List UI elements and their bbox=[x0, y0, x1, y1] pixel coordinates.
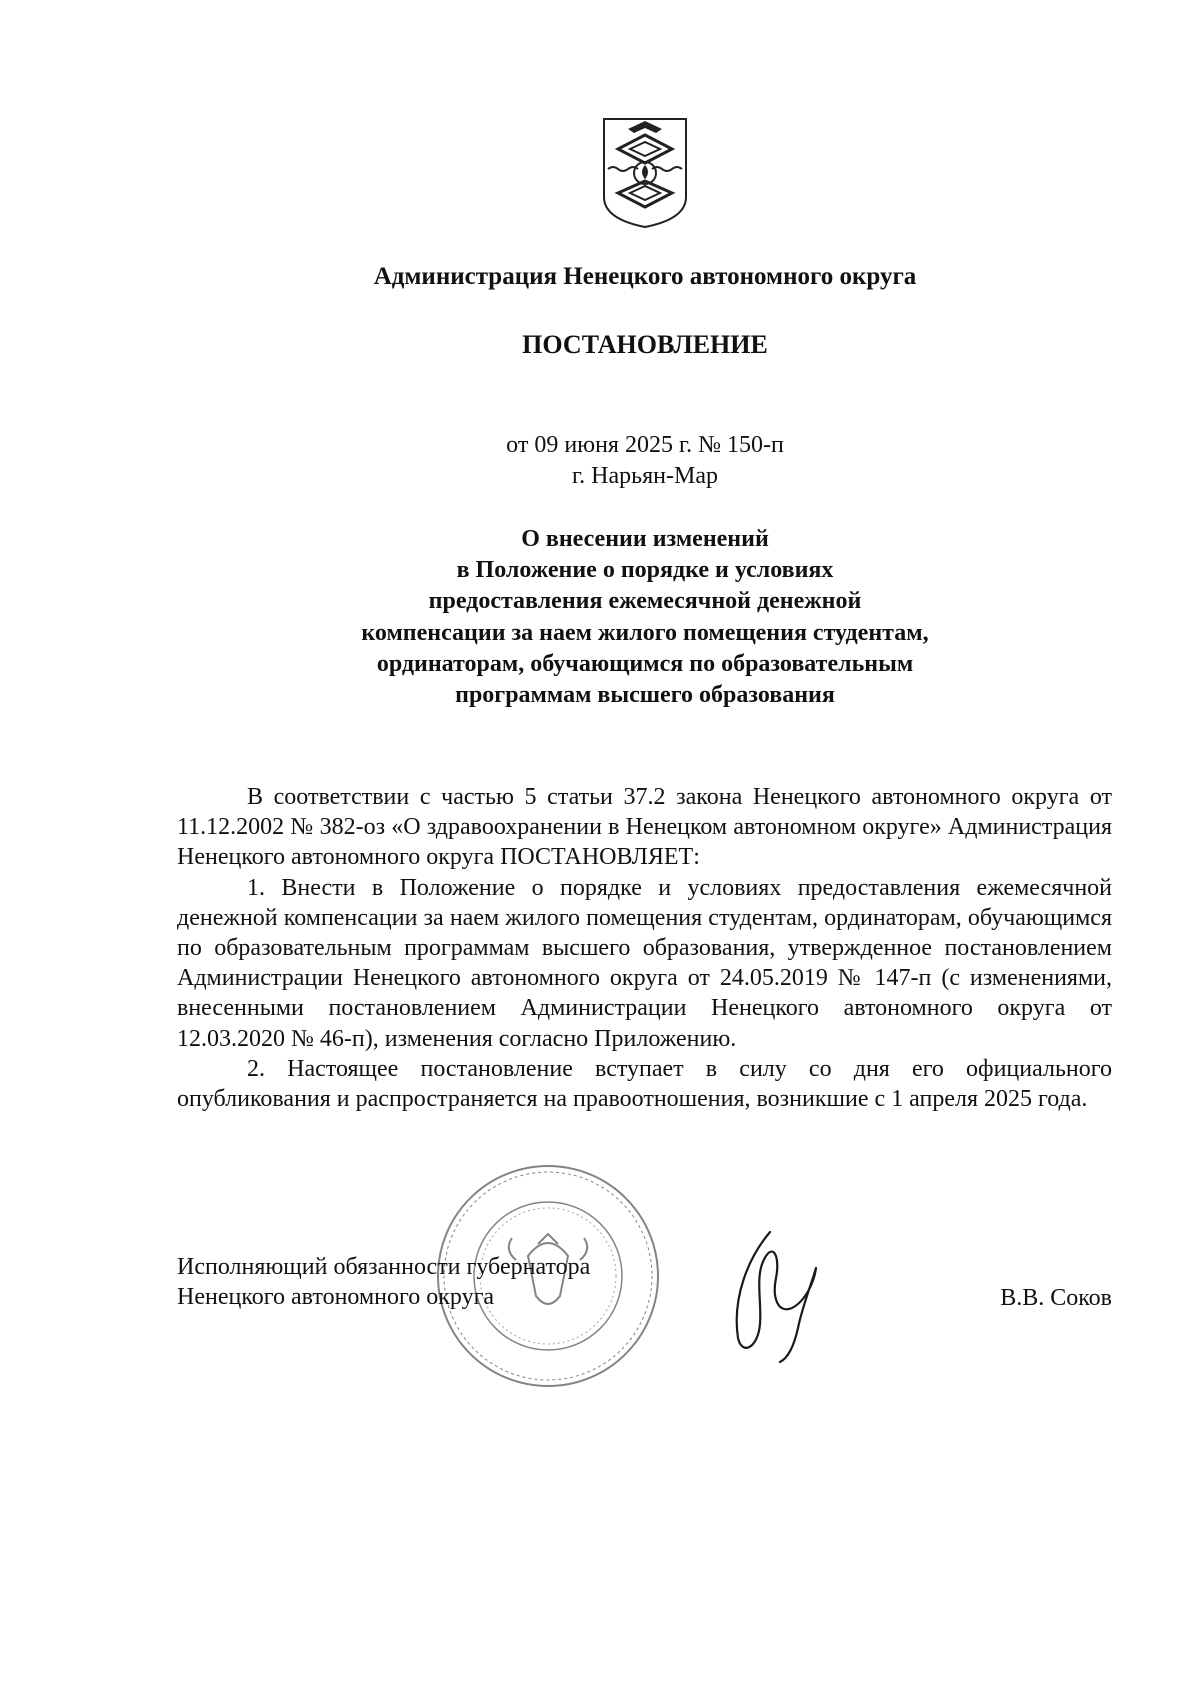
handwritten-signature-icon bbox=[718, 1228, 826, 1364]
title-line: предоставления ежемесячной денежной bbox=[428, 588, 862, 615]
signature-block bbox=[177, 1252, 590, 1312]
signer-name: В.В. Соков bbox=[1000, 1285, 1112, 1311]
title-line: компенсации за наем жилого помещения студентам, bbox=[361, 619, 929, 646]
document-title bbox=[0, 524, 1200, 711]
coat-of-arms-icon bbox=[600, 115, 690, 231]
item-1-paragraph: 1. Внести в Положение о порядке и условиях предоставления ежемесячной денежной компенсации за наем жилого помещения студентам, ординаторам, обучающимся по образовательным программам высшего образования, утвержденное постановлением Администрации Ненецкого автономного округа от 24.05.2019 № 147-п (с изменениями, внесенными постановлением Администрации Ненецкого автономного округа от 12.03.2020 № 46-п), изменения согласно Приложению. bbox=[177, 874, 1112, 1052]
document-type: ПОСТАНОВЛЕНИЕ bbox=[522, 330, 768, 359]
document-body bbox=[177, 782, 1112, 1114]
title-line: в Положение о порядке и условиях bbox=[456, 557, 834, 584]
organization-name: Администрация Ненецкого автономного округа bbox=[373, 263, 917, 290]
signer-position-line-2: Ненецкого автономного округа bbox=[177, 1284, 495, 1310]
preamble-paragraph: В соответствии с частью 5 статьи 37.2 закона Ненецкого автономного округа от 11.12.2002 № 382-оз «О здравоохранении в Ненецком автономном округе» Администрация Ненецкого автономного округа ПОСТАНОВЛЯЕТ: bbox=[177, 784, 1112, 871]
item-2-paragraph: 2. Настоящее постановление вступает в силу со дня его официального опубликования и распространяется на правоотношения, возникшие с 1 апреля 2025 года. bbox=[177, 1055, 1112, 1113]
title-line: программам высшего образования bbox=[455, 682, 835, 709]
title-line: ординаторам, обучающимся по образовательным bbox=[376, 650, 914, 677]
document-city: г. Нарьян-Мар bbox=[572, 463, 718, 489]
signer-position-line-1: Исполняющий обязанности губернатора bbox=[177, 1254, 591, 1280]
title-line: О внесении изменений bbox=[521, 526, 769, 552]
document-date-number: от 09 июня 2025 г. № 150-п bbox=[506, 432, 784, 458]
